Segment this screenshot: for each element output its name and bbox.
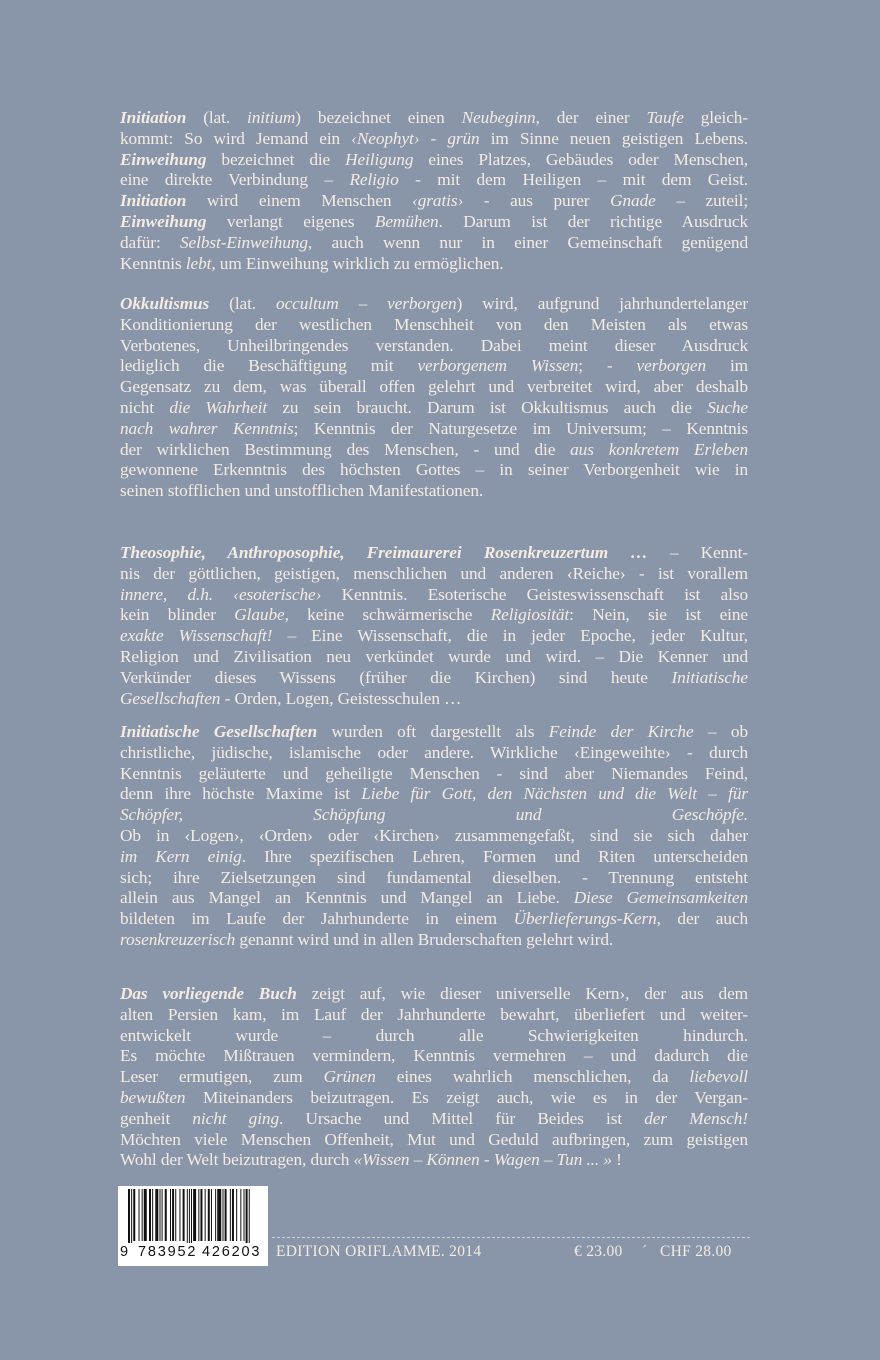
emphasis: Taufe <box>646 108 684 127</box>
text-run: verlangt eigenes <box>206 211 375 231</box>
emphasis: occultum – verborgen <box>276 294 457 313</box>
text-line <box>120 150 748 171</box>
text-run: . Ursache und Mittel für Beides ist <box>279 1108 645 1128</box>
text-line <box>120 1109 748 1130</box>
isbn-digits <box>118 1243 268 1265</box>
text-run: - <box>419 128 448 148</box>
text-run: wird einem Menschen <box>186 191 413 211</box>
text-line <box>120 1130 748 1151</box>
emphasis: rosenkreuzerisch <box>120 929 236 949</box>
barcode-bar <box>170 1189 171 1241</box>
barcode-bar <box>144 1189 147 1241</box>
price-chf: CHF 28.00 <box>660 1243 732 1260</box>
dashed-divider <box>272 1237 750 1238</box>
text-run: zu sein braucht. Darum ist Okkultismus auch die <box>267 397 708 417</box>
barcode-bar <box>205 1189 206 1241</box>
barcode-bar <box>223 1189 224 1241</box>
text-run: kein blinder <box>120 605 235 625</box>
keyword: Initiation <box>120 108 187 127</box>
text-run: zeigt auf, wie dieser universelle Kern›, der aus dem <box>296 984 748 1003</box>
text-run: – zuteil; <box>655 191 749 211</box>
text-line <box>120 888 748 909</box>
text-run: Es möchte Mißtrauen vermindern, Kenntnis vermehren – und dadurch die <box>120 1046 748 1066</box>
emphasis: grün <box>447 128 480 148</box>
text-run: – Kennt- <box>647 543 748 562</box>
keyword: Initiation <box>120 191 187 211</box>
emphasis: Glaube <box>234 605 285 625</box>
text-line <box>120 1067 748 1088</box>
text-line <box>120 233 748 254</box>
barcode-bar <box>198 1189 199 1241</box>
paragraph <box>120 722 748 951</box>
text-line <box>120 784 748 805</box>
barcode-bar <box>149 1189 151 1241</box>
text-run: - aus purer <box>463 191 611 211</box>
text-line <box>120 460 748 481</box>
price-separator: ´ <box>642 1243 648 1260</box>
text-run: seinen stofflichen und unstofflichen Manifestationen. <box>120 481 484 501</box>
text-run: , der einer <box>535 108 647 127</box>
barcode-bar <box>172 1189 174 1241</box>
emphasis: Suche <box>707 397 748 417</box>
emphasis: Bemühen <box>374 211 439 231</box>
emphasis: Diese Gemeinsamkeiten <box>573 888 748 908</box>
text-run: Konditionierung der westlichen Menschheit von den Meisten als etwas <box>120 314 748 334</box>
barcode-bar <box>152 1189 153 1241</box>
text-run: im Sinne neuen geistigen Lebens. <box>479 128 748 148</box>
barcode-bar <box>131 1189 132 1243</box>
barcode-bar <box>139 1189 140 1241</box>
text-run: – Eine Wissenschaft, die in jeder Epoche, jeder Kultur, <box>272 626 749 646</box>
text-line <box>120 847 748 868</box>
text-line <box>120 868 748 889</box>
emphasis: Grünen <box>323 1067 376 1087</box>
text-run: Möchten viele Menschen Offenheit, Mut und Geduld aufbringen, zum geistigen <box>120 1129 748 1149</box>
text-line <box>120 930 748 951</box>
text-line <box>120 212 748 233</box>
barcode-bar <box>208 1189 210 1241</box>
emphasis: Initiatische <box>671 667 748 687</box>
text-line <box>120 605 748 626</box>
text-run: entwickelt wurde – durch alle Schwierigkeiten hindurch. <box>120 1025 748 1045</box>
text-run: wurden oft dargestellt als <box>317 722 549 741</box>
text-line <box>120 722 748 743</box>
text-run: , auch wenn nur in einer Gemeinschaft genügend <box>307 232 748 252</box>
barcode-bar <box>232 1189 234 1241</box>
emphasis: Schöpfer, Schöpfung und Geschöpfe. <box>120 805 748 825</box>
isbn-digit-group-left: 783952 <box>138 1244 198 1260</box>
text-line <box>120 481 748 502</box>
text-run: Verbotenes, Unheilbringendes verstanden. Dabei meint dieser Ausdruck <box>120 335 748 355</box>
keyword: Theosophie, Anthroposophie, Freimaurerei Rosenkreuzertum … <box>120 543 648 562</box>
barcode-bar <box>142 1189 143 1241</box>
emphasis: Religiosität <box>490 605 570 625</box>
barcode-bar <box>200 1189 202 1241</box>
text-line <box>120 377 748 398</box>
text-run: ) bezeichnet einen <box>295 108 462 127</box>
emphasis: Liebe für Gott, den Nächsten und die Welt – für <box>361 784 748 804</box>
publisher-imprint: EDITION ORIFLAMME. 2014 <box>276 1243 482 1260</box>
emphasis: initium <box>247 108 296 127</box>
text-line <box>120 191 748 212</box>
barcode-bar <box>165 1189 167 1241</box>
barcode-bar <box>230 1189 231 1241</box>
text-line <box>120 689 748 710</box>
emphasis: nicht ging <box>192 1108 279 1128</box>
text-run: Miteinanders beizutragen. Es zeigt auch, wie es in der Vergan- <box>185 1087 748 1107</box>
paragraph <box>120 108 748 274</box>
text-run: , um Einweihung wirklich zu ermöglichen. <box>211 253 504 273</box>
emphasis: liebevoll <box>689 1067 749 1087</box>
barcode-bar <box>187 1189 188 1243</box>
text-line <box>120 1026 748 1047</box>
emphasis: im Kern einig <box>120 846 242 866</box>
text-line <box>120 909 748 930</box>
text-run: genheit <box>120 1108 193 1128</box>
text-run: Kenntnis geläuterte und geheiligte Menschen - sind aber Niemandes Feind, <box>120 763 748 783</box>
isbn-digit-group-right: 426203 <box>202 1244 262 1260</box>
emphasis: Religio <box>349 170 399 190</box>
isbn-digit-prefix: 9 <box>120 1244 130 1260</box>
text-run: Verkünder dieses Wissens (früher die Kirchen) sind heute <box>120 667 672 687</box>
text-run: sich; ihre Zielsetzungen sind fundamental dieselben. - Trennung entsteht <box>120 867 748 887</box>
paragraph <box>120 543 748 709</box>
barcode-bar <box>179 1189 180 1241</box>
text-run: Gegensatz zu dem, was überall offen gelehrt und verbreitet wird, aber deshalb <box>120 377 748 397</box>
emphasis: Gesellschaften <box>120 688 221 708</box>
barcode-bar <box>240 1189 241 1241</box>
text-run: eines Platzes, Gebäudes oder Menschen, <box>413 149 748 169</box>
barcode-bars <box>122 1189 264 1243</box>
price-eur: € 23.00 <box>574 1243 623 1260</box>
emphasis: verborgen <box>636 356 707 376</box>
barcode-bar <box>215 1189 216 1241</box>
text-line <box>120 356 748 377</box>
text-line <box>120 294 748 315</box>
text-run: - mit dem Heiligen – mit dem Geist. <box>398 170 749 190</box>
text-line <box>120 254 748 275</box>
text-run: : Nein, sie ist eine <box>569 605 748 625</box>
barcode-bar <box>211 1189 212 1241</box>
barcode-bar <box>189 1189 190 1243</box>
text-run: . Darum ist der richtige Ausdruck <box>438 211 748 231</box>
text-run: gewonnene Erkenntnis des höchsten Gottes – in seiner Verborgenheit wie in <box>120 460 748 480</box>
emphasis: verborgenem Wissen <box>417 356 579 376</box>
text-run: , keine schwärmerische <box>284 605 491 625</box>
text-run: genannt wird und in allen Bruderschaften gelehrt wird. <box>235 929 614 949</box>
text-line <box>120 1005 748 1026</box>
text-run: Leser ermutigen, zum <box>120 1067 324 1087</box>
text-run: denn ihre höchste Maxime ist <box>120 784 362 804</box>
text-line <box>120 419 748 440</box>
text-line <box>120 336 748 357</box>
keyword: Einweihung <box>120 149 207 169</box>
barcode-bar <box>133 1189 135 1241</box>
emphasis: aus konkretem Erleben <box>570 439 748 459</box>
text-run: – ob <box>693 722 748 741</box>
text-line <box>120 1150 748 1171</box>
text-line <box>120 764 748 785</box>
text-run: nis der göttlichen, geistigen, menschlichen und anderen ‹Reiche› - ist vorallem <box>120 563 748 583</box>
paragraph <box>120 294 748 502</box>
text-run: Religion und Zivilisation neu verkündet wurde und wird. – Die Kenner und <box>120 646 748 666</box>
emphasis: innere, d.h. ‹esoterische› <box>120 584 322 604</box>
emphasis: Überlieferungs-Kern <box>513 909 657 929</box>
keyword: Einweihung <box>120 211 207 231</box>
text-line <box>120 1088 748 1109</box>
keyword: Das vorliegende Buch <box>120 984 297 1003</box>
emphasis: lebt <box>185 253 212 273</box>
emphasis: Feinde der Kirche <box>548 722 694 741</box>
text-run: , der auch <box>656 909 748 929</box>
text-run: ) wird, aufgrund jahrhundertelanger <box>456 294 749 313</box>
text-run: kommt: So wird Jemand ein <box>120 128 352 148</box>
text-line <box>120 170 748 191</box>
text-line <box>120 743 748 764</box>
text-run: eine direkte Verbindung – <box>120 170 350 190</box>
emphasis: der Mensch! <box>644 1108 749 1128</box>
text-line <box>120 129 748 150</box>
barcode-bar <box>217 1189 221 1241</box>
barcode-bar <box>155 1189 158 1241</box>
text-line <box>120 826 748 847</box>
barcode-bar <box>183 1189 185 1241</box>
keyword: Okkultismus <box>120 294 210 313</box>
text-run: (lat. <box>209 294 277 313</box>
barcode-bar <box>162 1189 163 1241</box>
text-line <box>120 440 748 461</box>
text-line <box>120 398 748 419</box>
text-run: ; - <box>578 356 637 376</box>
barcode-bar <box>128 1189 130 1243</box>
text-run: Ob in ‹Logen›, ‹Orden› oder ‹Kirchen› zusammengefaßt, sind sie sich daher <box>120 825 748 845</box>
text-line <box>120 984 748 1005</box>
text-line <box>120 543 748 564</box>
text-run: christliche, jüdische, islamische oder andere. Wirkliche ‹Eingeweihte› - durch <box>120 742 748 762</box>
text-run: allein aus Mangel an Kenntnis und Mangel an Liebe. <box>120 888 574 908</box>
barcode-bar <box>246 1189 248 1243</box>
barcode-bar <box>225 1189 227 1241</box>
text-run: ; Kenntnis der Naturgesetze im Universum; – Kenntnis <box>293 418 748 438</box>
emphasis: Heiligung <box>345 149 414 169</box>
barcode-bar <box>236 1189 237 1241</box>
emphasis: Selbst-Einweihung <box>180 232 308 252</box>
barcode-bar <box>191 1189 192 1243</box>
text-run: gleich- <box>683 108 748 127</box>
text-run: lediglich die Beschäftigung mit <box>120 356 418 376</box>
emphasis: die Wahrheit <box>169 397 268 417</box>
paragraph <box>120 984 748 1171</box>
text-line <box>120 626 748 647</box>
text-run: Kenntnis. Esoterische Geisteswissenschaft ist also <box>321 584 748 604</box>
text-run: . Ihre spezifischen Lehren, Formen und Riten unterscheiden <box>241 846 748 866</box>
emphasis: «Wissen – Können - Wagen – Tun ... » <box>353 1150 612 1170</box>
barcode-bar <box>249 1189 250 1243</box>
text-run: alten Persien kam, im Lauf der Jahrhunderte bewahrt, überliefert und weiter- <box>120 1004 748 1024</box>
text-line <box>120 647 748 668</box>
text-line <box>120 668 748 689</box>
text-run: ! <box>611 1150 622 1170</box>
emphasis: Gnade <box>610 191 656 211</box>
emphasis: bewußten <box>120 1087 186 1107</box>
text-line <box>120 1046 748 1067</box>
text-run: bezeichnet die <box>206 149 346 169</box>
text-run: eines wahrlich menschlichen, da <box>375 1067 690 1087</box>
emphasis: Neubeginn <box>461 108 536 127</box>
text-line <box>120 564 748 585</box>
emphasis: ‹Neophyt› <box>351 128 420 148</box>
text-line <box>120 315 748 336</box>
text-run: Wohl der Welt beizutragen, durch <box>120 1150 354 1170</box>
keyword: Initiatische Gesellschaften <box>120 722 318 741</box>
text-run: bildeten im Laufe der Jahrhunderte in einem <box>120 909 514 929</box>
text-line <box>120 108 748 129</box>
barcode-bar <box>160 1189 161 1241</box>
emphasis: nach wahrer Kenntnis <box>120 418 294 438</box>
text-run: dafür: <box>120 232 181 252</box>
text-run: nicht <box>120 397 170 417</box>
text-run: (lat. <box>186 108 248 127</box>
text-run: Kenntnis <box>120 253 186 273</box>
barcode-bar <box>244 1189 245 1241</box>
text-run: im <box>706 356 749 376</box>
barcode-bar <box>175 1189 176 1241</box>
emphasis: exakte Wissenschaft! <box>120 626 273 646</box>
text-line <box>120 805 748 826</box>
text-run: der wirklichen Bestimmung des Menschen, - und die <box>120 439 571 459</box>
text-run: - Orden, Logen, Geistesschulen … <box>220 688 462 708</box>
emphasis: ‹gratis› <box>412 191 464 211</box>
barcode-bar <box>193 1189 196 1241</box>
text-line <box>120 585 748 606</box>
